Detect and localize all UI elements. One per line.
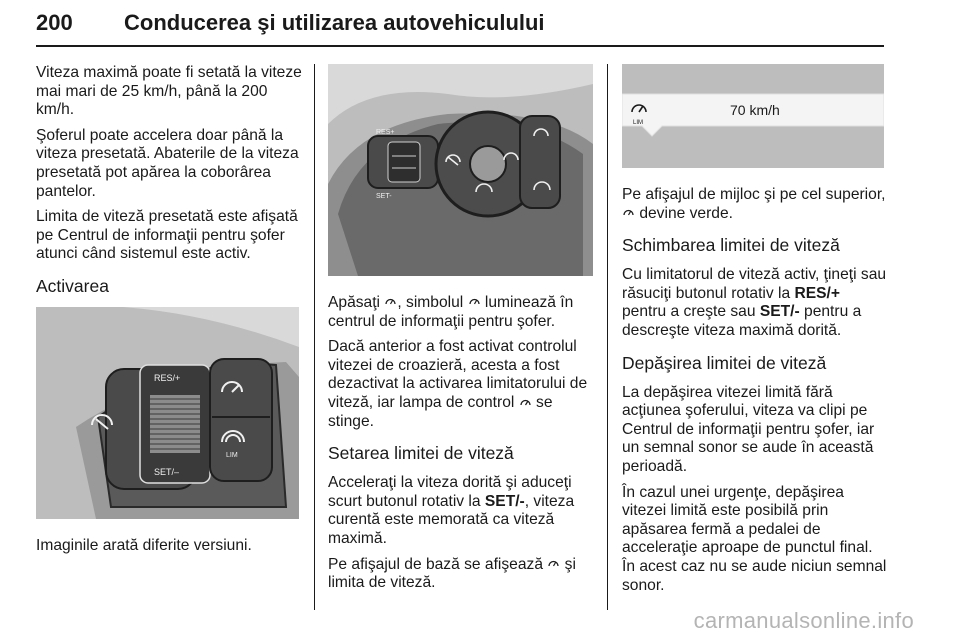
figure-caption: Imaginile arată diferite versiuni.	[36, 536, 252, 554]
chapter-title: Conducerea şi utilizarea autovehiculului	[124, 10, 545, 35]
set-minus-label: SET-	[376, 193, 392, 200]
paragraph: Pe afişajul de bază se afişează şi limita de viteză.	[328, 555, 576, 592]
column-divider-2	[607, 64, 608, 610]
watermark: carmanualsonline.info	[693, 608, 914, 633]
section-heading-exceed: Depăşirea limitei de viteză	[622, 352, 827, 373]
paragraph: La depăşirea vitezei limită fără acţiunea şoferului, viteza va clipi pe Centrul de informaţii pentru şofer, iar un semnal sonor se aude în această perioadă.	[622, 383, 875, 475]
paragraph: Apăsaţi , simbolul luminează în centrul de informaţii pentru şofer.	[328, 294, 574, 330]
lim-label: LIM	[226, 451, 238, 459]
column-divider-1	[314, 64, 315, 610]
set-label: SET/–	[154, 466, 180, 477]
res-plus-label: RES+	[376, 129, 395, 136]
lim-label: LIM	[633, 120, 644, 126]
paragraph: Şoferul poate accelera doar până la viteza presetată. Abaterile de la viteza presetată pot apărea la coborârea pantelor.	[36, 126, 299, 200]
page-header	[36, 8, 884, 44]
page-number: 200	[36, 10, 73, 35]
section-heading-setting: Setarea limitei de viteză	[328, 443, 514, 464]
paragraph: Dacă anterior a fost activat controlul vitezei de croazieră, acesta a fost dezactivat la activarea limitatorului de viteză, iar lampa de control se stinge.	[328, 338, 588, 430]
steering-buttons-figure	[36, 307, 299, 519]
speed-readout: 70 km/h	[730, 102, 780, 118]
paragraph: În cazul unei urgenţe, depăşirea vitezei limită este posibilă prin apăsarea fermă a pedalei de acceleraţie aproape de punctul final. În acest caz nu se aude niciun semnal sonor.	[622, 483, 887, 594]
steering-wheel-figure	[328, 64, 593, 276]
display-figure	[622, 64, 884, 168]
paragraph: Viteza maximă poate fi setată la viteze mai mari de 25 km/h, până la 200 km/h.	[36, 64, 302, 119]
paragraph: Pe afişajul de mijloc şi pe cel superior, devine verde.	[622, 186, 886, 222]
paragraph: Acceleraţi la viteza dorită şi aduceţi scurt butonul rotativ la SET/-, viteza curentă este memorată ca viteză maximă.	[328, 474, 575, 547]
paragraph: Limita de viteză presetată este afişată pe Centrul de informaţii pentru şofer atunci când sistemul este activ.	[36, 208, 298, 263]
column-3	[622, 64, 888, 602]
cruise-control-icon	[519, 395, 532, 408]
section-heading-change: Schimbarea limitei de viteză	[622, 235, 840, 256]
header-rule	[36, 45, 884, 47]
speed-limiter-icon	[547, 557, 560, 570]
section-heading-activation: Activarea	[36, 275, 109, 296]
speed-limiter-icon	[384, 295, 397, 308]
paragraph: Cu limitatorul de viteză activ, ţineţi sau răsuciţi butonul rotativ la RES/+ pentru a creşte sau SET/- pentru a descreşte viteza maximă dorită.	[622, 266, 887, 339]
column-1	[36, 64, 302, 563]
speed-limiter-icon	[468, 295, 481, 308]
column-2	[328, 64, 594, 600]
speed-limiter-icon	[622, 206, 635, 219]
res-label: RES/+	[154, 372, 181, 383]
